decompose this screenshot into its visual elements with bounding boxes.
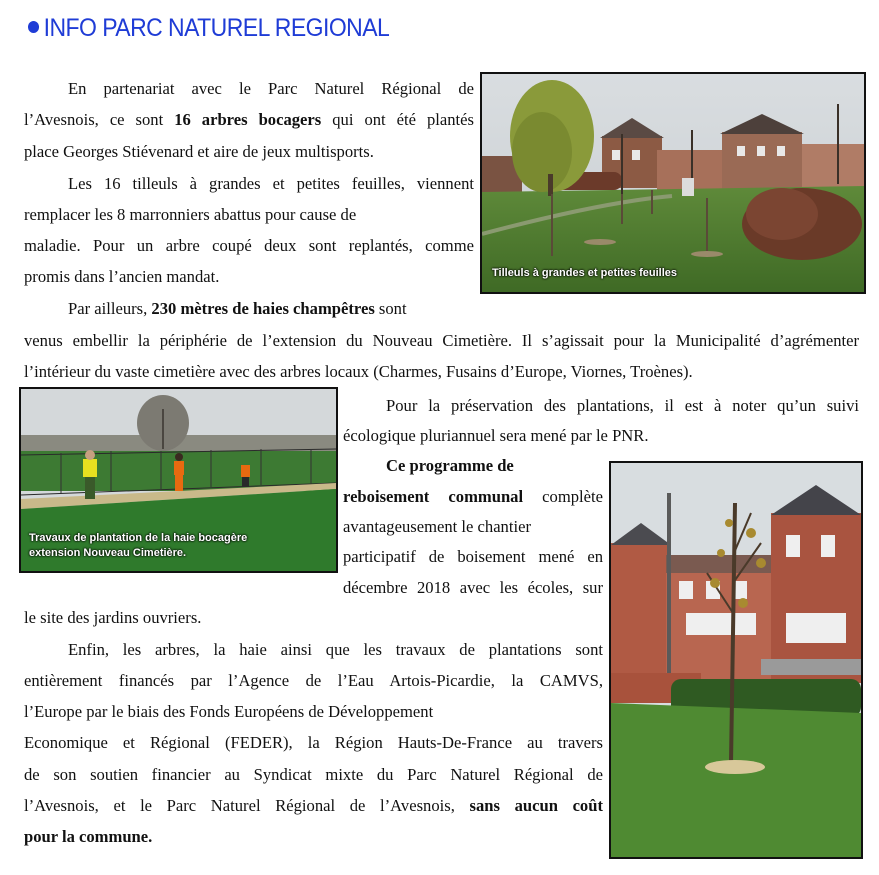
photo-caption-line: extension Nouveau Cimetière. xyxy=(29,547,187,559)
text-line: décembre 2018 avec les écoles, sur xyxy=(343,578,603,597)
text-line: promis dans l’ancien mandat. xyxy=(24,267,220,286)
text-line: Ce programme de xyxy=(386,456,514,475)
text-line: l’Avesnois, ce sont 16 arbres bocagers qui ont été plantés xyxy=(24,110,474,129)
photo-tilleuls-image xyxy=(482,74,864,292)
text-line: entièrement financés par l’Agence de l’Eau Artois-Picardie, la CAMVS, xyxy=(24,671,603,690)
text-line: Pour la préservation des plantations, il est à noter qu’un suivi xyxy=(386,396,859,415)
text-line: participatif de boisement mené en xyxy=(343,547,603,566)
photo-haie xyxy=(19,387,338,573)
photo-arbre-image xyxy=(611,463,861,857)
text-line: place Georges Stiévenard et aire de jeux multisports. xyxy=(24,142,374,161)
photo-caption-line: Travaux de plantation de la haie bocagère xyxy=(29,532,248,544)
text-line: l’Avesnois, et le Parc Naturel Régional de l’Avesnois, sans aucun coût xyxy=(24,796,603,815)
photo-caption: Tilleuls à grandes et petites feuilles xyxy=(492,267,678,279)
text-line: Economique et Régional (FEDER), la Région Hauts-De-France au travers xyxy=(24,733,603,752)
text-line: le site des jardins ouvriers. xyxy=(24,608,202,627)
text-line: l’Europe par le biais des Fonds Européens de Développement xyxy=(24,702,434,721)
page-title: INFO PARC NATUREL REGIONAL xyxy=(28,14,389,43)
text-line: Les 16 tilleuls à grandes et petites feuilles, viennent xyxy=(68,174,474,193)
photo-tilleuls xyxy=(480,72,866,294)
text-line: Enfin, les arbres, la haie ainsi que les travaux de plantations sont xyxy=(68,640,603,659)
text-line: En partenariat avec le Parc Naturel Régional de xyxy=(68,79,474,98)
text-line: Par ailleurs, 230 mètres de haies champêtres sont xyxy=(68,299,407,318)
text-line: reboisement communal complète xyxy=(343,487,603,506)
text-line: l’intérieur du vaste cimetière avec des arbres locaux (Charmes, Fusains d’Europe, Viornes, Troènes). xyxy=(24,362,693,381)
text-line: remplacer les 8 marronniers abattus pour cause de xyxy=(24,205,357,224)
text-line: pour la commune. xyxy=(24,827,153,846)
bullet-icon xyxy=(28,21,39,33)
text-line: écologique pluriannuel sera mené par le PNR. xyxy=(343,426,649,445)
text-line: de son soutien financier au Syndicat mixte du Parc Naturel Régional de xyxy=(24,765,603,784)
text-line: maladie. Pour un arbre coupé deux sont replantés, comme xyxy=(24,236,474,255)
text-line: venus embellir la périphérie de l’extension du Nouveau Cimetière. Il s’agissait pour la Municipalité d’agrémenter xyxy=(24,331,859,350)
photo-arbre xyxy=(609,461,863,859)
text-line: avantageusement le chantier xyxy=(343,517,531,536)
